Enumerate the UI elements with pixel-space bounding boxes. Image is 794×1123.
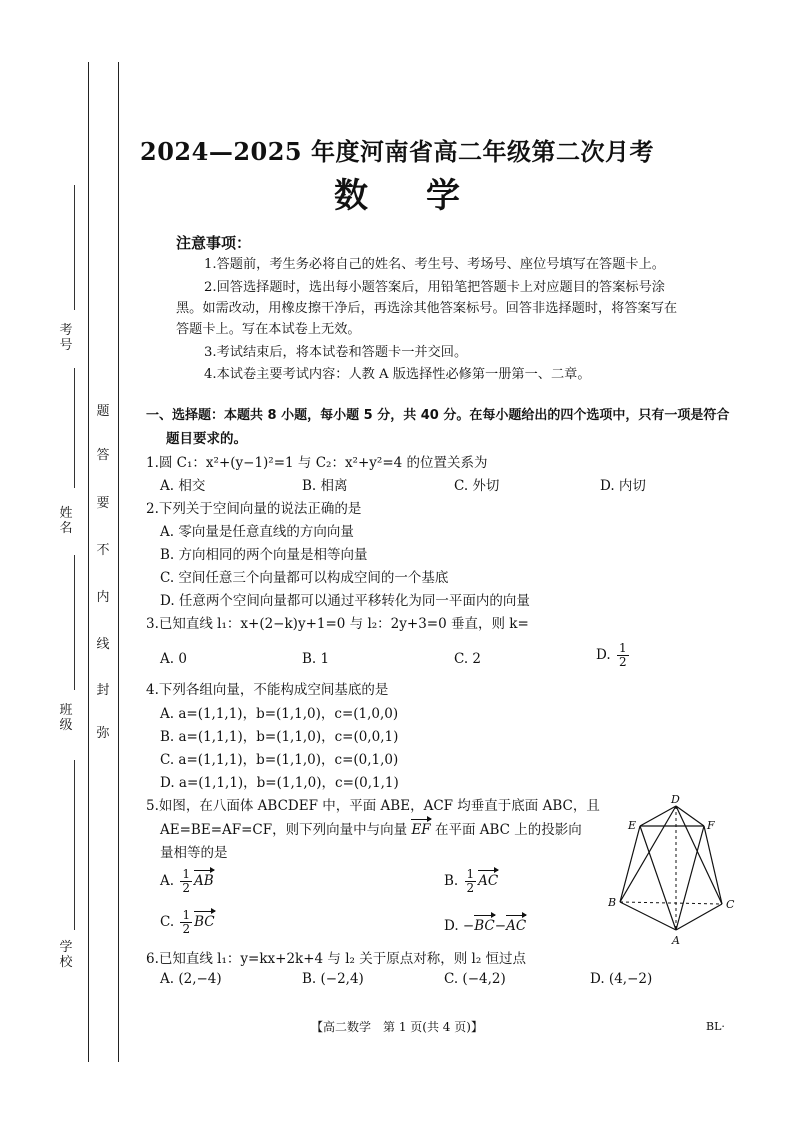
class-label: 班级 — [59, 703, 73, 733]
school-field-line — [74, 760, 75, 930]
exam-title: 2024—2025 年度河南省高二年级第二次月考 — [140, 137, 654, 166]
q3-d-num: 1 — [618, 641, 627, 655]
q5-c-vector: BC — [194, 914, 215, 930]
q2-option-a[interactable]: A. 零向量是任意直线的方向向量 — [160, 524, 354, 540]
class-field-line — [74, 555, 75, 690]
q5-a-vector: AB — [193, 873, 214, 889]
q1-option-a[interactable]: A. 相交 — [160, 478, 206, 494]
q6-option-b[interactable]: B. (−2,4) — [302, 971, 364, 987]
q5-b-num: 1 — [466, 867, 475, 881]
school-label: 学校 — [59, 940, 73, 970]
q5-b-fraction — [465, 868, 477, 895]
q3-d-prefix: D. — [596, 647, 611, 663]
q4-option-d[interactable]: D. a=(1,1,1)，b=(1,1,0)，c=(0,1,1) — [160, 775, 399, 791]
q5-d-vector1: BC — [474, 918, 495, 934]
vertex-label-a: A — [672, 934, 680, 947]
q5-option-d[interactable] — [444, 917, 526, 935]
q5-a-num: 1 — [182, 867, 190, 881]
seal-char: 线 — [96, 637, 110, 652]
seal-char: 答 — [96, 448, 110, 463]
notice-item: 2.回答选择题时，选出每小题答案后，用铅笔把答题卡上对应题目的答案标号涂 — [204, 280, 665, 295]
vertex-label-d: D — [671, 793, 680, 806]
q5-b-prefix: B. — [444, 873, 459, 889]
question-5-stem-cont2: 量相等的是 — [160, 845, 228, 861]
name-label: 姓名 — [59, 506, 73, 536]
q5-d-prefix: D. − — [444, 918, 475, 934]
notice-item: 1.答题前，考生务必将自己的姓名、考生号、考场号、座位号填写在答题卡上。 — [204, 257, 665, 272]
notice-heading: 注意事项： — [176, 234, 252, 252]
q3-option-b[interactable]: B. 1 — [302, 651, 330, 667]
edge-fc — [704, 826, 722, 904]
vertex-label-f: F — [707, 819, 715, 832]
seal-char: 内 — [96, 590, 110, 605]
question-6-stem: 6.已知直线 l₁：y=kx+2k+4 与 l₂ 关于原点对称，则 l₂ 恒过点 — [146, 951, 527, 967]
q6-option-c[interactable]: C. (−4,2) — [444, 971, 506, 987]
question-5-stem-cont — [160, 821, 582, 839]
q5-option-c[interactable] — [160, 909, 215, 936]
seal-char: 题 — [96, 404, 110, 419]
q5-c-fraction — [180, 909, 192, 936]
vertex-label-b: B — [608, 896, 617, 909]
question-4-stem: 4.下列各组向量，不能构成空间基底的是 — [146, 682, 389, 698]
edge-fa — [676, 826, 704, 930]
seal-char: 弥 — [96, 726, 110, 741]
q5-vector-ef: EF — [411, 822, 431, 838]
q3-d-fraction — [617, 642, 629, 669]
q1-option-d[interactable]: D. 内切 — [600, 478, 646, 494]
seal-char: 要 — [96, 496, 110, 511]
q3-option-a[interactable]: A. 0 — [160, 651, 187, 667]
q5-a-fraction — [180, 868, 192, 895]
page-footer: 【高二数学 第 1 页(共 4 页)】 — [311, 1020, 483, 1034]
q2-option-d[interactable]: D. 任意两个空间向量都可以通过平移转化为同一平面内的向量 — [160, 593, 530, 609]
question-3-stem: 3.已知直线 l₁：x+(2−k)y+1=0 与 l₂：2y+3=0 垂直，则 k= — [146, 616, 529, 632]
q2-option-c[interactable]: C. 空间任意三个向量都可以构成空间的一个基底 — [160, 570, 449, 586]
notice-item: 黑。如需改动，用橡皮擦干净后，再选涂其他答案标号。回答非选择题时，将答案写在 — [176, 301, 678, 316]
q5-d-vector2: AC — [506, 918, 527, 934]
q6-option-d[interactable]: D. (4,−2) — [590, 971, 653, 987]
q3-option-c[interactable]: C. 2 — [454, 651, 482, 667]
q1-option-b[interactable]: B. 相离 — [302, 478, 348, 494]
seal-char: 不 — [96, 543, 110, 558]
name-field-line — [74, 368, 75, 488]
q5-b-den: 2 — [466, 881, 475, 895]
vertex-label-e: E — [628, 819, 637, 832]
q5-d-mid: − — [494, 918, 507, 934]
q4-option-c[interactable]: C. a=(1,1,1)，b=(1,1,0)，c=(0,1,0) — [160, 752, 399, 768]
q6-option-a[interactable]: A. (2,−4) — [160, 971, 222, 987]
section-heading: 一、选择题：本题共 8 小题，每小题 5 分，共 40 分。在每小题给出的四个选项中，只有一项是符合 — [146, 408, 730, 423]
q3-d-den: 2 — [618, 655, 627, 669]
q5-c-den: 2 — [182, 922, 191, 936]
q5-line2b: 在平面 ABC 上的投影向 — [434, 822, 582, 838]
question-2-stem: 2.下列关于空间向量的说法正确的是 — [146, 501, 362, 517]
q5-a-prefix: A. — [160, 873, 175, 889]
question-1-stem: 1.圆 C₁：x²+(y−1)²=1 与 C₂：x²+y²=4 的位置关系为 — [146, 455, 488, 471]
seal-char: 封 — [96, 683, 110, 698]
edge-dc — [676, 806, 722, 904]
q4-option-a[interactable]: A. a=(1,1,1)，b=(1,1,0)，c=(1,0,0) — [160, 706, 399, 722]
edge-bc-hidden — [620, 902, 722, 904]
subject-title: 数学 — [334, 176, 518, 216]
id-label: 考号 — [59, 323, 73, 353]
section-heading-cont: 题目要求的。 — [166, 431, 247, 447]
paper-code: BL· — [706, 1020, 725, 1033]
q5-line2a: AE=BE=AF=CF，则下列向量中与向量 — [160, 822, 408, 838]
question-5-stem: 5.如图，在八面体 ABCDEF 中，平面 ABE，ACF 均垂直于底面 ABC，且 — [146, 798, 600, 814]
q1-option-c[interactable]: C. 外切 — [454, 478, 500, 494]
q5-option-b[interactable] — [444, 868, 498, 895]
edge-ca — [676, 904, 722, 930]
q2-option-b[interactable]: B. 方向相同的两个向量是相等向量 — [160, 547, 368, 563]
q5-b-vector: AC — [478, 873, 499, 889]
vertex-label-c: C — [726, 898, 735, 911]
q5-c-num: 1 — [182, 908, 191, 922]
octahedron-figure — [608, 792, 748, 950]
edge-eb — [620, 826, 640, 902]
notice-item: 答题卡上。写在本试卷上无效。 — [176, 322, 361, 337]
q5-option-a[interactable] — [160, 868, 214, 895]
q3-option-d[interactable] — [596, 642, 631, 669]
q5-c-prefix: C. — [160, 914, 175, 930]
q4-option-b[interactable]: B. a=(1,1,1)，b=(1,1,0)，c=(0,0,1) — [160, 729, 399, 745]
notice-item: 3.考试结束后，将本试卷和答题卡一并交回。 — [204, 345, 468, 360]
q5-a-den: 2 — [182, 881, 190, 895]
notice-item: 4.本试卷主要考试内容：人教 A 版选择性必修第一册第一、二章。 — [204, 367, 591, 382]
